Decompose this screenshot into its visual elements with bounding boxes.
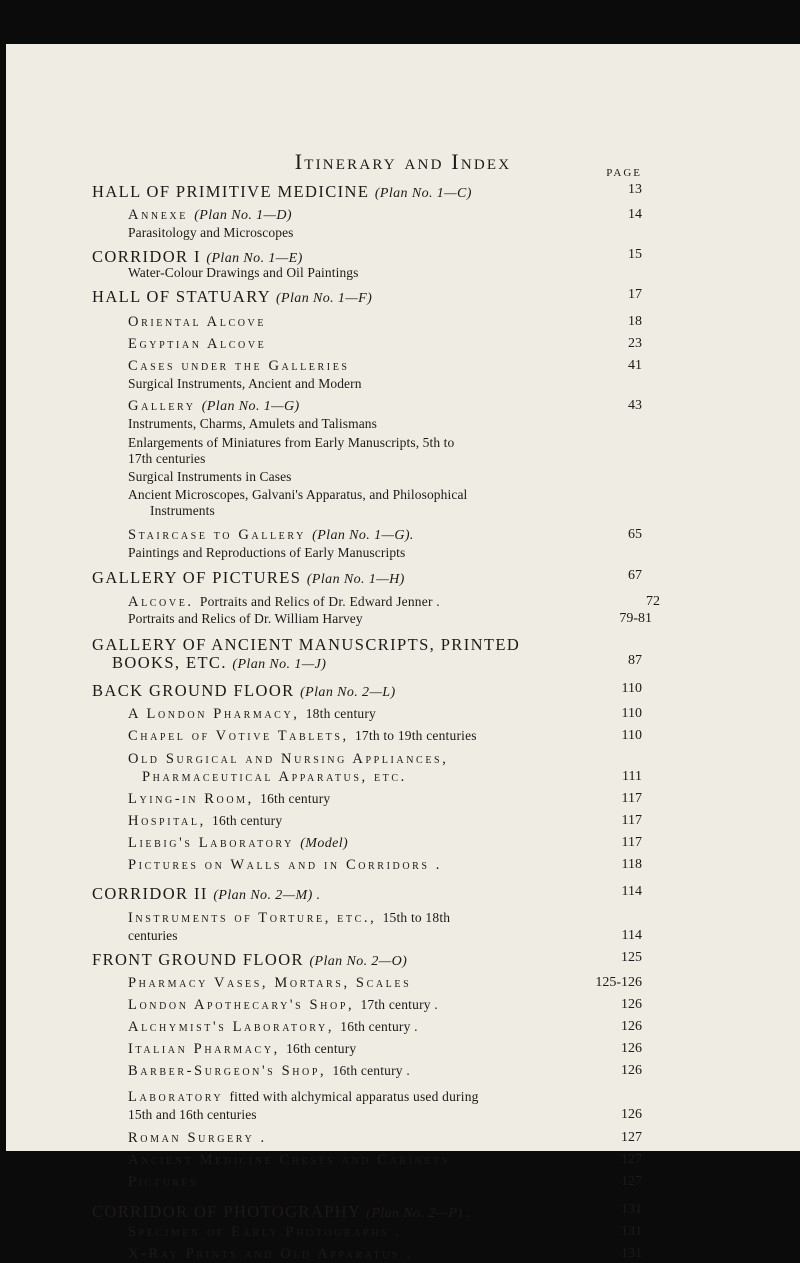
page-number: 41	[628, 358, 642, 373]
entry-title: Portraits and Relics of Dr. William Harvey	[128, 611, 363, 626]
page-number: 117	[621, 813, 642, 828]
entry-title: Barber-Surgeon's Shop,	[128, 1063, 327, 1079]
entry-text	[92, 568, 405, 588]
entry-detail: 17th to 19th centuries	[354, 728, 477, 743]
entry-text	[128, 611, 363, 627]
entry-title: A London Pharmacy,	[128, 706, 300, 722]
entry-title: CORRIDOR II	[92, 884, 208, 903]
entry-text	[128, 487, 467, 503]
entry-text	[142, 769, 407, 786]
entry-detail: 16th century	[260, 791, 331, 806]
page-number: 126	[621, 1063, 642, 1078]
plan-reference: (Plan No. 1—G)	[201, 399, 300, 414]
entry-detail: 17th century .	[360, 997, 438, 1012]
plan-reference: (Plan No. 1—G).	[312, 528, 414, 543]
entry-title: Alcove.	[128, 594, 194, 610]
entry-title: Oriental Alcove	[128, 314, 267, 330]
plan-reference: (Plan No. 2—M) .	[213, 888, 321, 903]
page-column-header: PAGE	[606, 167, 642, 179]
plan-reference: (Plan No. 2—P) .	[366, 1206, 471, 1221]
entry-text	[128, 751, 448, 768]
entry-title: Surgical Instruments, Ancient and Modern	[128, 376, 362, 391]
entry-title: HALL OF STATUARY	[92, 287, 271, 306]
plan-reference: (Plan No. 2—L)	[300, 685, 396, 700]
page-number: 125-126	[595, 975, 642, 990]
page-number: 125	[621, 950, 642, 965]
entry-text	[128, 835, 348, 852]
entry-title: Cases under the Galleries	[128, 358, 350, 374]
entry-text	[128, 928, 178, 944]
page-number: 110	[621, 706, 642, 721]
entry-text	[92, 287, 372, 307]
entry-text	[128, 416, 377, 432]
entry-title: Pharmaceutical Apparatus, etc.	[142, 769, 407, 785]
page-number: 72	[646, 594, 660, 609]
plan-reference: (Plan No. 1—J)	[232, 657, 327, 672]
entry-text	[128, 225, 294, 241]
entry-title: Ancient Microscopes, Galvani's Apparatus, and Philosophical	[128, 487, 468, 502]
page-number: 17	[628, 287, 642, 302]
entry-detail: 16th century	[212, 813, 283, 828]
page-number: 126	[621, 997, 642, 1012]
plan-reference: (Plan No. 1—H)	[306, 572, 405, 587]
entry-text	[128, 314, 266, 331]
page-number: 13	[628, 182, 642, 197]
entry-title: BACK GROUND FLOOR	[92, 681, 295, 700]
entry-title: Italian Pharmacy,	[128, 1041, 280, 1057]
entry-title: Annexe	[128, 207, 188, 223]
entry-text	[128, 910, 450, 927]
entry-text	[128, 358, 350, 375]
entry-text	[150, 503, 215, 519]
entry-text	[128, 545, 405, 561]
page-number: 14	[628, 207, 642, 222]
entry-title: Egyptian Alcove	[128, 336, 267, 352]
entry-text	[128, 997, 438, 1014]
entry-title: CORRIDOR OF PHOTOGRAPHY	[92, 1202, 361, 1221]
entry-title: Parasitology and Microscopes	[128, 225, 294, 240]
entry-text	[128, 398, 300, 415]
page-number: 114	[621, 928, 642, 943]
page-number: 18	[628, 314, 642, 329]
entry-text	[92, 182, 472, 202]
entry-title: HALL OF PRIMITIVE MEDICINE	[92, 182, 370, 201]
entry-detail: 16th century .	[340, 1019, 418, 1034]
entry-text	[128, 1041, 356, 1058]
page-number: 126	[621, 1019, 642, 1034]
entry-title: Instruments	[150, 503, 215, 518]
entry-title: FRONT GROUND FLOOR	[92, 950, 304, 969]
entry-title: GALLERY OF ANCIENT MANUSCRIPTS, PRINTED	[92, 635, 521, 654]
page-number: 23	[628, 336, 642, 351]
entry-text	[128, 469, 292, 485]
entry-text	[128, 376, 362, 392]
entry-title: Paintings and Reproductions of Early Manuscripts	[128, 545, 406, 560]
page-number: 127	[621, 1130, 642, 1145]
entry-title: Ancient Medicine Chests and Cabinets	[128, 1152, 450, 1168]
entry-detail: 15th to 18th	[382, 910, 451, 925]
page-number: 118	[621, 857, 642, 872]
entry-title: Pictures on Walls and in Corridors .	[128, 857, 443, 873]
entry-title: Gallery	[128, 398, 196, 414]
entry-text	[92, 635, 520, 655]
entry-title: X-Ray Prints and Old Apparatus .	[128, 1246, 413, 1262]
entry-title: Instruments of Torture, etc.,	[128, 910, 377, 926]
entry-title: Chapel of Votive Tablets,	[128, 728, 349, 744]
entry-text	[128, 813, 282, 830]
entry-title: Enlargements of Miniatures from Early Manuscripts, 5th to	[128, 435, 455, 450]
entry-text	[128, 1152, 450, 1169]
entry-title: Liebig's Laboratory	[128, 835, 294, 851]
page-number: 87	[628, 653, 642, 668]
entry-title: 15th and 16th centuries	[128, 1107, 257, 1122]
entry-text	[128, 1089, 479, 1106]
page-number: 110	[621, 728, 642, 743]
entry-title: CORRIDOR I	[92, 247, 201, 266]
entry-detail: fitted with alchymical apparatus used during	[229, 1089, 479, 1104]
entry-text	[128, 1130, 267, 1147]
entry-title: Pictures	[128, 1174, 199, 1190]
entry-text	[128, 975, 411, 992]
page-number: 131	[621, 1202, 642, 1217]
entry-title: Old Surgical and Nursing Appliances,	[128, 751, 449, 767]
entry-title: Pharmacy Vases, Mortars, Scales	[128, 975, 412, 991]
entry-title: BOOKS, ETC.	[112, 653, 227, 672]
plan-reference: (Plan No. 1—F)	[275, 291, 373, 306]
plan-reference: (Plan No. 1—C)	[374, 186, 472, 201]
page-number: 131	[621, 1224, 642, 1239]
entry-title: 17th centuries	[128, 451, 206, 466]
entry-detail: Portraits and Relics of Dr. Edward Jenner .	[199, 594, 440, 609]
page-number: 117	[621, 791, 642, 806]
book-page	[6, 44, 800, 1262]
entry-text	[128, 527, 414, 544]
entry-title: Hospital,	[128, 813, 206, 829]
entry-title: London Apothecary's Shop,	[128, 997, 355, 1013]
entry-title: Lying-in Room,	[128, 791, 254, 807]
entry-text	[128, 435, 454, 451]
entry-text	[128, 451, 206, 467]
page-number: 126	[621, 1107, 642, 1122]
plan-reference: (Plan No. 2—O)	[309, 954, 408, 969]
entry-title: Surgical Instruments in Cases	[128, 469, 292, 484]
page-number: 131	[621, 1246, 642, 1261]
page-number: 127	[621, 1174, 642, 1189]
entry-text	[128, 706, 376, 723]
entry-text	[128, 1019, 418, 1036]
entry-title: GALLERY OF PICTURES	[92, 568, 302, 587]
plan-reference: (Model)	[300, 836, 349, 851]
entry-text	[128, 728, 477, 745]
page-number: 126	[621, 1041, 642, 1056]
entry-text	[128, 1246, 413, 1263]
entry-title: Alchymist's Laboratory,	[128, 1019, 335, 1035]
entry-title: Water-Colour Drawings and Oil Paintings	[128, 265, 359, 280]
entry-detail: 18th century	[305, 706, 376, 721]
entry-text	[92, 884, 320, 904]
plan-reference: (Plan No. 1—D)	[194, 208, 292, 223]
entry-text	[128, 594, 440, 611]
entry-text	[92, 681, 396, 701]
page-number: 127	[621, 1152, 642, 1167]
entry-text	[128, 791, 330, 808]
entry-title: Roman Surgery .	[128, 1130, 267, 1146]
entry-text	[128, 1063, 410, 1080]
entry-text	[128, 265, 359, 281]
page-number: 67	[628, 568, 642, 583]
entry-text	[92, 1202, 470, 1222]
entry-text	[128, 1174, 199, 1191]
plan-reference: (Plan No. 1—E)	[206, 251, 303, 266]
page-number: 114	[621, 884, 642, 899]
entry-title: Specimen of Early Photographs .	[128, 1224, 402, 1240]
entry-title: Instruments, Charms, Amulets and Talismans	[128, 416, 377, 431]
entry-text	[128, 1224, 402, 1241]
page-title: Itinerary and Index	[294, 149, 512, 174]
entry-text	[112, 653, 326, 673]
entry-title: Staircase to Gallery	[128, 527, 306, 543]
page-number: 15	[628, 247, 642, 262]
page-number: 111	[622, 769, 642, 784]
entry-text	[128, 1107, 257, 1123]
entry-text	[92, 950, 407, 970]
entry-detail: 16th century .	[332, 1063, 410, 1078]
entry-text	[128, 857, 442, 874]
entry-title: Laboratory	[128, 1089, 224, 1105]
entry-text	[92, 247, 303, 267]
page-number: 117	[621, 835, 642, 850]
entry-text	[128, 207, 292, 224]
page-number: 43	[628, 398, 642, 413]
entry-title: centuries	[128, 928, 178, 943]
entry-text	[128, 336, 266, 353]
page-number: 110	[621, 681, 642, 696]
page-number: 65	[628, 527, 642, 542]
entry-detail: 16th century	[286, 1041, 357, 1056]
page-number: 79-81	[619, 611, 652, 626]
